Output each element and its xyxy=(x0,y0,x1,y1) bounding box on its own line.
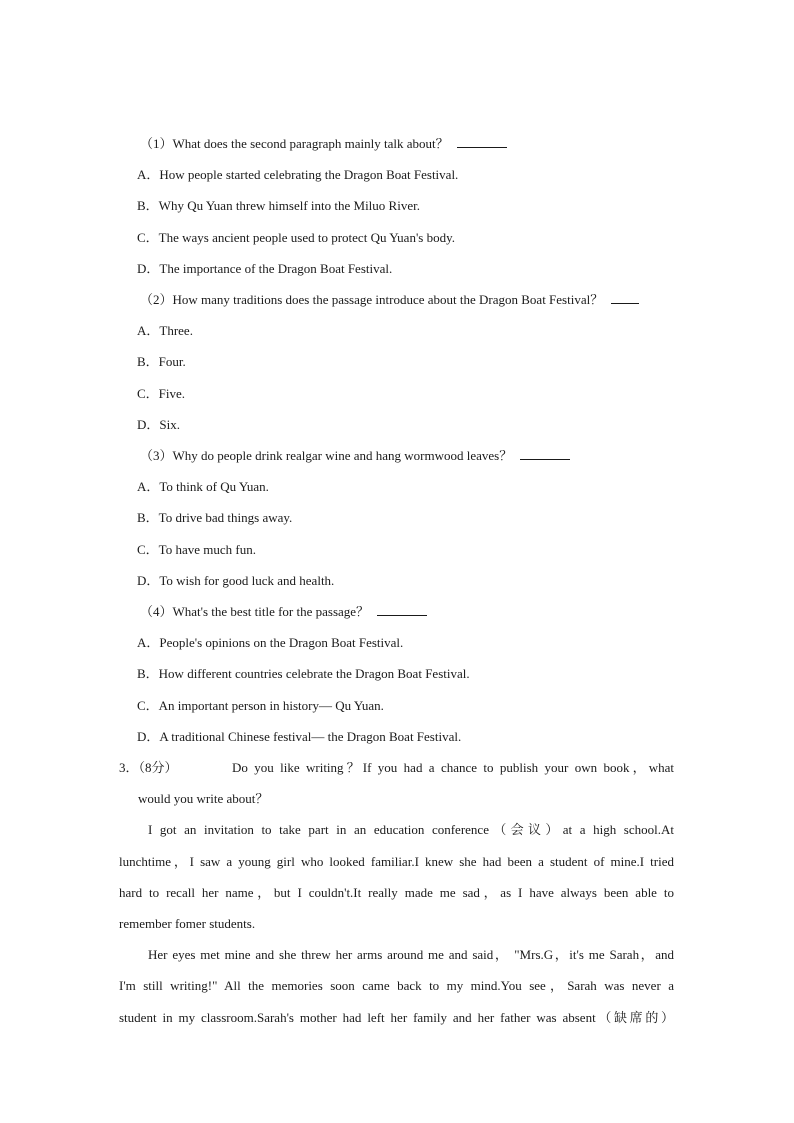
passage-p2-line-2: I'm still writing!" All the memories soon came back to my mind.You see，Sarah was never a xyxy=(119,978,674,993)
question-4-option-c: C．An important person in history— Qu Yuan. xyxy=(137,698,384,713)
passage-p2-line-3: student in my classroom.Sarah's mother had left her family and her father was absent（缺席的） xyxy=(119,1010,674,1025)
question-3-option-c: C．To have much fun. xyxy=(137,542,256,557)
question-3-text: （3）Why do people drink realgar wine and hang wormwood leaves？ xyxy=(140,448,513,463)
question-2-prompt xyxy=(140,291,639,309)
question-1-option-d: D．The importance of the Dragon Boat Festival. xyxy=(137,261,393,276)
question-4-option-b: B．How different countries celebrate the Dragon Boat Festival. xyxy=(137,666,470,681)
question-3-prompt xyxy=(140,447,570,465)
question-1-option-b: B．Why Qu Yuan threw himself into the Miluo River. xyxy=(137,198,420,213)
section-3-intro-line-2: would you write about？ xyxy=(138,791,269,806)
question-1-text: （1）What does the second paragraph mainly talk about？ xyxy=(140,136,449,151)
question-4-prompt xyxy=(140,603,427,621)
question-1-prompt xyxy=(140,135,507,153)
answer-blank-2[interactable] xyxy=(611,291,639,304)
section-3-number: 3．（8分） xyxy=(119,760,178,775)
answer-blank-4[interactable] xyxy=(377,603,427,616)
question-3-option-d: D．To wish for good luck and health. xyxy=(137,573,335,588)
question-4-text: （4）What's the best title for the passage？ xyxy=(140,604,370,619)
question-2-option-b: B．Four. xyxy=(137,354,186,369)
passage-p2-line-1: Her eyes met mine and she threw her arms around me and said， "Mrs.G，it's me Sarah，and xyxy=(148,947,674,962)
question-1-option-c: C．The ways ancient people used to protect Qu Yuan's body. xyxy=(137,230,455,245)
answer-blank-1[interactable] xyxy=(457,135,507,148)
question-2-option-a: A．Three. xyxy=(137,323,193,338)
question-4-option-a: A．People's opinions on the Dragon Boat Festival. xyxy=(137,635,404,650)
answer-blank-3[interactable] xyxy=(520,447,570,460)
question-4-option-d: D．A traditional Chinese festival— the Dragon Boat Festival. xyxy=(137,729,462,744)
question-2-text: （2）How many traditions does the passage introduce about the Dragon Boat Festival？ xyxy=(140,292,604,307)
question-2-option-c: C．Five. xyxy=(137,386,186,401)
question-3-option-b: B．To drive bad things away. xyxy=(137,510,293,525)
question-1-option-a: A．How people started celebrating the Dragon Boat Festival. xyxy=(137,167,459,182)
passage-p1-line-1: I got an invitation to take part in an education conference（会议）at a high school.At xyxy=(148,822,674,837)
question-2-option-d: D．Six. xyxy=(137,417,180,432)
section-3-intro-line-1: Do you like writing？If you had a chance to publish your own book，what xyxy=(232,760,674,775)
passage-p1-line-4: remember fomer students. xyxy=(119,916,256,931)
question-3-option-a: A．To think of Qu Yuan. xyxy=(137,479,269,494)
passage-p1-line-3: hard to recall her name，but I couldn't.It really made me sad，as I have always been able to xyxy=(119,885,674,900)
passage-p1-line-2: lunchtime，I saw a young girl who looked familiar.I knew she had been a student of mine.I tried xyxy=(119,854,674,869)
